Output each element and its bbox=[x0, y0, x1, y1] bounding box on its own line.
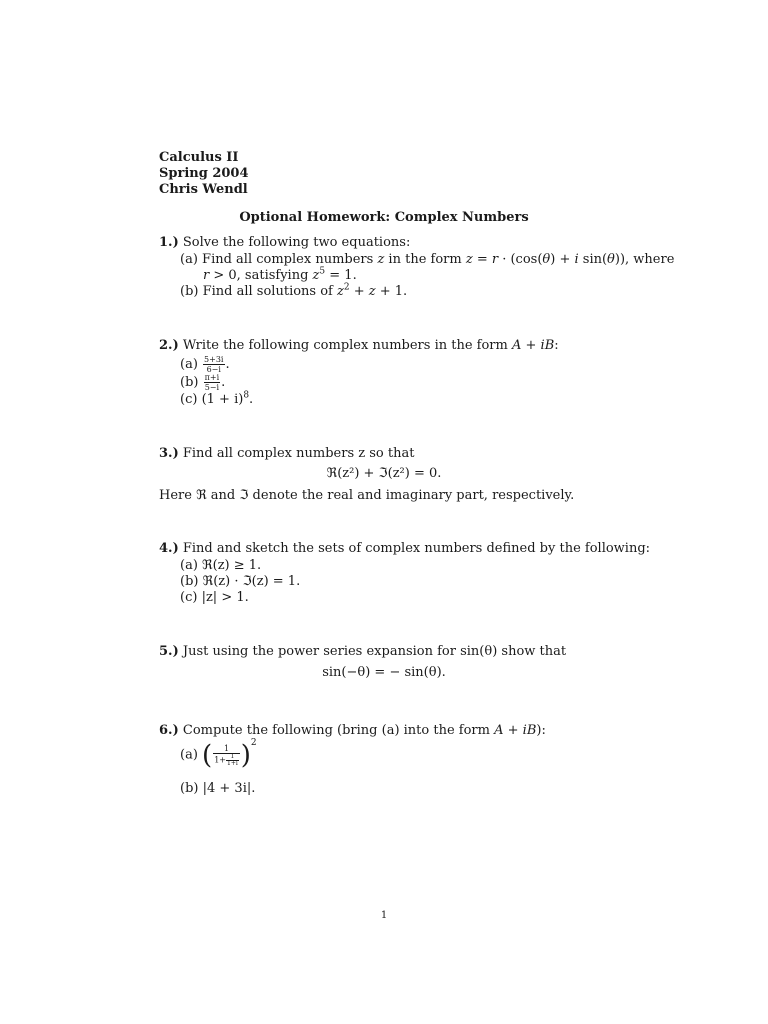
problem-2b: (b) $\frac{\pi+i}{5-i}$ . bbox=[180, 373, 226, 392]
problem-4b-text: ℜ(z) · ℑ(z) = 1. bbox=[202, 574, 301, 589]
problem-2b-fraction: $\frac{\pi+i}{5-i}$ bbox=[204, 373, 220, 392]
page-number: 1 bbox=[380, 910, 388, 921]
problem-1b-text: Find all solutions of bbox=[202, 284, 337, 299]
problem-2a-fraction: $\frac{5+3i}{6-i}$ bbox=[204, 355, 224, 374]
problem-5-number: 5.) bbox=[159, 644, 179, 659]
problem-6b-text: |4 + 3i|. bbox=[202, 781, 256, 796]
problem-6-text: Compute the following (bring (a) into the form bbox=[182, 723, 495, 738]
problem-4a-label: (a) bbox=[180, 558, 198, 573]
problem-1a-text-start: Find all complex numbers bbox=[202, 252, 378, 267]
problem-2b-label: (b) bbox=[180, 375, 199, 390]
problem-4c bbox=[180, 590, 249, 606]
problem-2-number: 2.) bbox=[159, 338, 179, 353]
problem-4c-label: (c) bbox=[180, 590, 198, 605]
problem-1b-label: (b) bbox=[180, 284, 199, 299]
author: Chris Wendl bbox=[159, 182, 248, 197]
problem-4-number: 4.) bbox=[159, 541, 179, 556]
problem-4a bbox=[180, 558, 261, 574]
problem-5-text: Just using the power series expansion for sin(θ) show that bbox=[182, 644, 567, 659]
problem-2a-label: (a) bbox=[180, 357, 198, 372]
problem-4-text: Find and sketch the sets of complex numbers defined by the following: bbox=[182, 541, 651, 556]
problem-6b-label: (b) bbox=[180, 781, 199, 796]
problem-3-note: Here ℜ and ℑ denote the real and imaginary part, respectively. bbox=[159, 488, 575, 503]
problem-2c-label: (c) bbox=[180, 392, 198, 407]
problem-2c-text: (1 + i) bbox=[201, 392, 244, 407]
problem-1a-label: (a) bbox=[180, 252, 198, 267]
problem-1a-text-end: , where bbox=[625, 252, 675, 267]
problem-2c: (c) $(1 + i)^8$. bbox=[180, 390, 254, 407]
problem-4b-label: (b) bbox=[180, 574, 199, 589]
problem-6a-label: (a) bbox=[180, 747, 198, 763]
problem-1a-text-mid: in the form bbox=[384, 252, 466, 267]
problem-4c-text: |z| > 1. bbox=[201, 590, 249, 605]
problem-1-number: 1.) bbox=[159, 235, 179, 250]
page-title: Optional Homework: Complex Numbers bbox=[239, 210, 529, 225]
problem-4b bbox=[180, 574, 300, 590]
problem-5-equation: sin(−θ) = − sin(θ). bbox=[322, 665, 446, 680]
problem-4a-text: ℜ(z) ≥ 1. bbox=[202, 558, 262, 573]
problem-6-intro: 6.) Compute the following (bring (a) into the form A + iB): bbox=[159, 723, 546, 738]
problem-3-equation: ℜ(z²) + ℑ(z²) = 0. bbox=[326, 466, 442, 481]
problem-1-intro bbox=[159, 235, 410, 251]
problem-1-text: Solve the following two equations: bbox=[182, 235, 411, 250]
problem-2-intro: 2.) Write the following complex numbers in the form A + iB: bbox=[159, 338, 559, 353]
problem-6a bbox=[180, 740, 257, 771]
problem-1a-line2-text: , satisfying bbox=[236, 268, 313, 283]
problem-6b bbox=[180, 781, 255, 797]
problem-3-number: 3.) bbox=[159, 446, 179, 461]
problem-3-intro bbox=[159, 446, 414, 462]
problem-5-intro bbox=[159, 644, 566, 660]
problem-2-text: Write the following complex numbers in the form bbox=[182, 338, 512, 353]
problem-1b: (b) Find all solutions of $z^2 + z + 1$. bbox=[180, 282, 408, 299]
problem-6a-expression: ( 1 1+ $\frac{1}{1+i}$ )$^2$ bbox=[202, 738, 257, 770]
course-name: Calculus II bbox=[159, 150, 239, 165]
problem-1a-line2: r > 0, satisfying $z^5 = 1$. bbox=[203, 266, 357, 283]
problem-2a: (a) $\frac{5+3i}{6-i}$ . bbox=[180, 355, 230, 374]
term: Spring 2004 bbox=[159, 166, 249, 181]
problem-6-number: 6.) bbox=[159, 723, 179, 738]
problem-1a: (a) Find all complex numbers z in the form z = r · (cos(θ) + i sin(θ)), where bbox=[180, 252, 675, 267]
problem-3-text: Find all complex numbers z so that bbox=[182, 446, 415, 461]
problem-4-intro bbox=[159, 541, 650, 557]
